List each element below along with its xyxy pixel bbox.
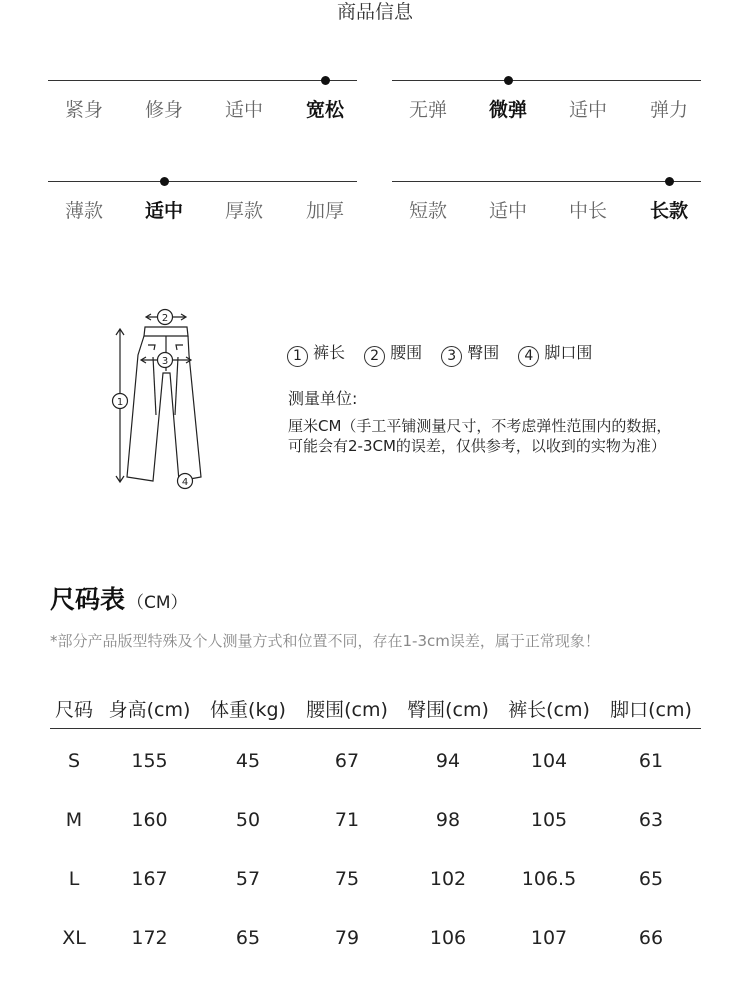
table-cell: 167 — [131, 867, 168, 890]
scale-option: 微弹 — [488, 99, 527, 121]
scale-line — [392, 80, 701, 81]
scale-option: 紧身 — [64, 99, 103, 121]
column-header: 身高(cm) — [108, 698, 191, 721]
size-chart-heading: 尺码表 — [50, 585, 126, 614]
legend-item — [364, 342, 422, 367]
table-row — [50, 849, 701, 908]
table-cell: XL — [62, 926, 86, 949]
scale-line — [48, 181, 357, 182]
scale-option: 修身 — [144, 99, 183, 121]
table-cell: 172 — [131, 926, 168, 949]
legend-number: 1 — [287, 346, 308, 367]
table-cell: 57 — [235, 867, 261, 890]
table-cell: 65 — [235, 926, 261, 949]
diagram-marker-4: 4 — [181, 477, 189, 488]
size-chart-note: *部分产品版型特殊及个人测量方式和位置不同，存在1-3cm误差，属于正常现象！ — [50, 632, 600, 650]
scale-indicator — [665, 177, 674, 186]
column-header: 裤长(cm) — [508, 698, 590, 721]
scale-option: 厚款 — [224, 200, 263, 222]
unit-description — [288, 416, 708, 456]
column-header: 尺码 — [54, 698, 93, 721]
diagram-marker-1: 1 — [116, 397, 124, 408]
table-cell: 105 — [530, 808, 568, 831]
size-chart-unit: （CM） — [127, 593, 188, 613]
column-header: 脚口(cm) — [610, 698, 692, 721]
table-cell: S — [67, 749, 81, 772]
table-cell: 94 — [435, 749, 461, 772]
table-cell: 79 — [334, 926, 360, 949]
scale-indicator — [160, 177, 169, 186]
table-header-row — [50, 688, 701, 729]
table-cell: 107 — [530, 926, 568, 949]
scale-option: 宽松 — [305, 99, 344, 121]
table-cell: 106 — [429, 926, 467, 949]
column-header: 臀围(cm) — [407, 698, 489, 721]
unit-title: 测量单位: — [288, 389, 358, 408]
diagram-marker-2: 2 — [161, 313, 169, 324]
scale-line — [48, 80, 357, 81]
table-cell: M — [65, 808, 83, 831]
size-table-wrap — [50, 688, 701, 967]
scale-option: 薄款 — [64, 200, 103, 222]
scale-option: 适中 — [488, 200, 527, 222]
scale-indicator — [504, 76, 513, 85]
legend-number: 2 — [364, 346, 385, 367]
page-title: 商品信息 — [336, 1, 413, 23]
table-cell: 63 — [638, 808, 664, 831]
scale-option: 适中 — [224, 99, 263, 121]
size-chart-title — [50, 580, 188, 616]
legend-number: 3 — [441, 346, 462, 367]
column-header: 腰围(cm) — [306, 698, 388, 721]
table-cell: 50 — [235, 808, 261, 831]
scale-option: 短款 — [408, 200, 447, 222]
column-header: 体重(kg) — [210, 698, 286, 721]
measurement-legend — [287, 342, 606, 367]
table-cell: 61 — [638, 749, 664, 772]
legend-label: 脚口围 — [544, 343, 593, 362]
table-cell: 98 — [435, 808, 461, 831]
table-row — [50, 729, 701, 791]
legend-item — [441, 342, 499, 367]
table-cell: 75 — [334, 867, 360, 890]
scale-line — [392, 181, 701, 182]
scale-option: 弹力 — [649, 99, 688, 121]
table-cell: 106.5 — [521, 867, 577, 890]
scale-indicator — [321, 76, 330, 85]
diagram-marker-3: 3 — [161, 356, 169, 367]
size-table — [50, 688, 701, 967]
unit-desc-line: 厘米CM（手工平铺测量尺寸，不考虑弹性范围内的数据， — [288, 417, 672, 435]
table-cell: L — [68, 867, 80, 890]
table-cell: 160 — [131, 808, 168, 831]
scale-option: 中长 — [568, 200, 607, 222]
scale-option: 无弹 — [408, 99, 447, 121]
table-cell: 104 — [530, 749, 568, 772]
table-cell: 102 — [429, 867, 467, 890]
legend-label: 臀围 — [467, 343, 500, 362]
table-cell: 71 — [334, 808, 360, 831]
scale-option: 长款 — [649, 200, 688, 222]
table-cell: 65 — [638, 867, 664, 890]
table-cell: 155 — [131, 749, 168, 772]
table-row — [50, 908, 701, 967]
table-cell: 67 — [334, 749, 360, 772]
scale-option: 加厚 — [305, 200, 344, 222]
pants-diagram — [105, 305, 215, 495]
legend-item — [518, 342, 592, 367]
table-cell: 45 — [235, 749, 261, 772]
scale-option: 适中 — [144, 200, 183, 222]
legend-item — [287, 342, 345, 367]
legend-label: 裤长 — [313, 343, 346, 362]
scale-option: 适中 — [568, 99, 607, 121]
unit-desc-line: 可能会有2-3CM的误差，仅供参考，以收到的实物为准） — [288, 437, 666, 455]
legend-number: 4 — [518, 346, 539, 367]
table-row — [50, 790, 701, 849]
legend-label: 腰围 — [390, 343, 423, 362]
table-cell: 66 — [638, 926, 664, 949]
